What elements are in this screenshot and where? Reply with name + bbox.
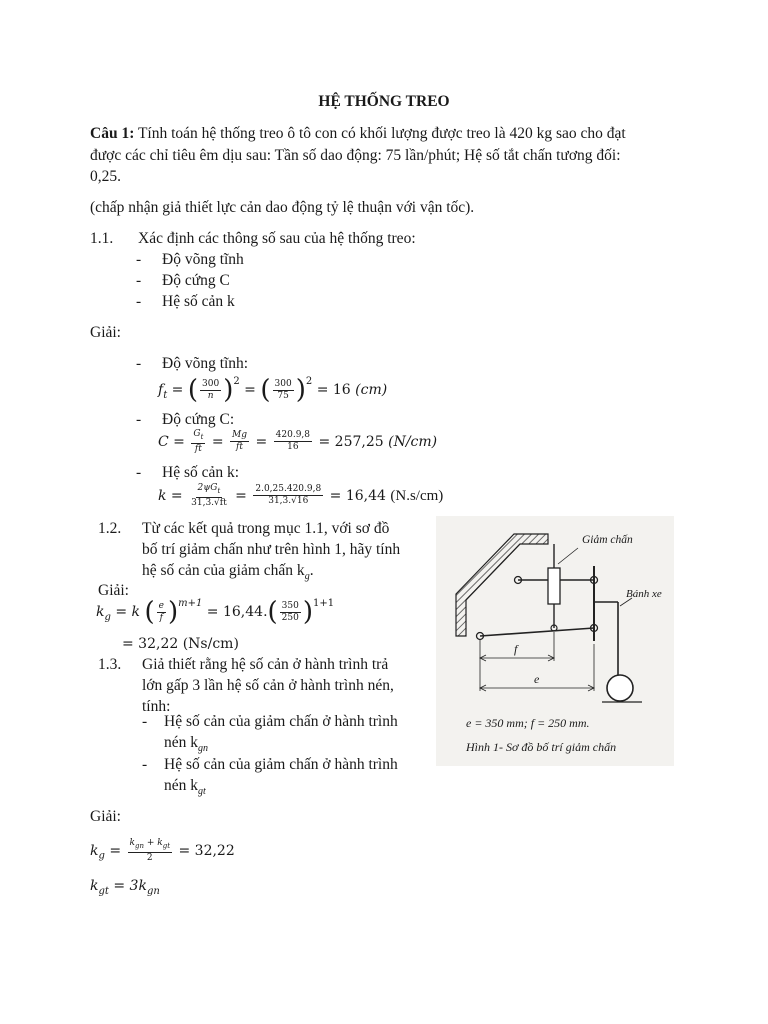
section-1-3-line-1: Giả thiết rằng hệ số cản ở hành trình trả	[142, 656, 389, 673]
page-title: HỆ THỐNG TREO	[318, 93, 450, 110]
list-item: - Hệ số cản k	[136, 293, 235, 310]
list-item: - Hệ số cản của giảm chấn ở hành trình	[142, 756, 398, 773]
solution-label: Giải:	[90, 808, 121, 825]
equation-rebound-damping: $k_{gt} = 3k_{gn}$	[90, 878, 160, 897]
equation-damper-coefficient: $k_g = k$ ( $\frac{e}{f}$ )$^{m+1}$ = 16,44.( $\frac{350}{250}$ )$^{1+1}$	[96, 597, 335, 627]
label-e: e	[534, 672, 540, 686]
question-note: (chấp nhận giả thiết lực cản dao động tỷ lệ thuận với vận tốc).	[90, 199, 475, 216]
question-label: Câu 1:	[90, 125, 135, 142]
section-1-2-line-3: hệ số cản của giảm chấn $k_g$.	[142, 562, 314, 583]
solution-label: Giải:	[90, 324, 121, 341]
solution-label: Giải:	[98, 582, 129, 599]
figure-caption: Hình 1- Sơ đồ bố trí giảm chấn	[466, 740, 617, 754]
question-line-2: được các chỉ tiêu êm dịu sau: Tần số dao động: 75 lần/phút; Hệ số tắt chấn tương đối:	[90, 147, 621, 164]
label-wheel: Bánh xe	[626, 588, 662, 600]
label-f: f	[514, 642, 518, 656]
equation-stiffness: C = $\frac{G_t}{ft}$ = $\frac{Mg}{ft}$ = $\frac{420.9,8}{16}$ = 257,25 (N/cm)	[158, 429, 438, 454]
damper-body	[548, 568, 560, 604]
solution-item-damping: - Hệ số cản k:	[136, 464, 240, 481]
section-1-3-line-3: tính:	[142, 698, 171, 715]
equation-static-deflection: $f_t$ = ( $\frac{300}{n}$ )$^2$ = ( $\frac{300}{75}$ )$^2$ = 16 (cm)	[158, 375, 388, 405]
section-1-1-number: 1.1.	[90, 230, 114, 247]
section-1-2-line-1: Từ các kết quả trong mục 1.1, với sơ đồ	[142, 520, 390, 537]
section-1-2-number: 1.2.	[98, 520, 122, 537]
equation-average-damping: $k_g$ = $\frac{k_{gn} + k_{gt}}{2}$ = 32,22	[90, 838, 235, 863]
equation-damper-result: = 32,22 (Ns/cm)	[122, 636, 239, 652]
suspension-diagram	[436, 516, 674, 766]
list-item-continuation: nén $k_{gt}$	[164, 777, 206, 798]
section-1-2-line-2: bố trí giảm chấn như trên hình 1, hãy tính	[142, 541, 401, 558]
wheel-icon	[607, 675, 633, 701]
solution-item-deflection: - Độ võng tĩnh:	[136, 355, 249, 372]
question-line-1: Câu 1: Tính toán hệ thống treo ô tô con có khối lượng được treo là 420 kg sao cho đạt	[90, 125, 626, 142]
list-item: - Độ cứng C	[136, 272, 230, 289]
figure-params: e = 350 mm; f = 250 mm.	[466, 716, 590, 730]
list-item: - Độ võng tĩnh	[136, 251, 244, 268]
equation-damping: k = $\frac{2\psi G_t}{31,3.√ft}$ = $\frac{2.0,25.420.9,8}{31,3.√16}$ = 16,44 (N.s/cm)	[158, 483, 444, 508]
vehicle-body-hatch	[456, 534, 548, 636]
section-1-3-number: 1.3.	[98, 656, 122, 673]
solution-item-stiffness: - Độ cứng C:	[136, 411, 235, 428]
section-1-3-line-2: lớn gấp 3 lần hệ số cản ở hành trình nén,	[142, 677, 394, 694]
section-1-1-text: Xác định các thông số sau của hệ thống treo:	[138, 230, 416, 247]
list-item: - Hệ số cản của giảm chấn ở hành trình	[142, 713, 398, 730]
list-item-continuation: nén $k_{gn}$	[164, 734, 209, 755]
label-damper: Giảm chấn	[582, 534, 633, 546]
question-line-3: 0,25.	[90, 168, 121, 185]
